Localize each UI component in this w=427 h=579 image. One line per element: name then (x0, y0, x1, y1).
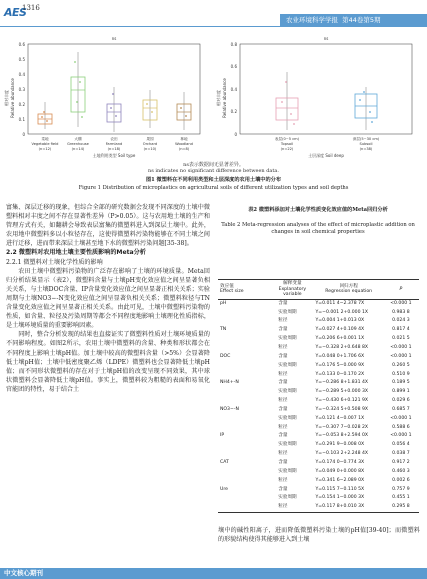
variable-cell: 含量 (278, 433, 288, 439)
p-value-cell: 0.029 6 (392, 398, 410, 404)
table-row (218, 432, 419, 441)
body-paragraph: 同时，整合分析发现的结果也直接证实了微塑料性质对土壤环境质量的不同影响程度。如图2所示，农用土壤中微塑料的含量、种类和形状都会在不同程度上影响土壤pH值。加土壤中较高的微塑料含量（>5%）会显著降低土壤pH值；土壤中低密度聚乙烯（LDPE）微塑料也会显著降低土壤pH值；而不同形状微塑料的存在对于土壤pH值的改变呈现不同效果，其中球状微塑料会显著降低土壤pH值。事实上，微塑料较为粗糙的表面和易氧化官能团的特性，易于结合土 (6, 331, 210, 393)
p-value-cell: 0.021 5 (392, 336, 410, 342)
effect-cell (218, 441, 270, 450)
p-value-cell: 0.038 7 (392, 451, 410, 457)
footer-label: 中文核心期刊 (4, 569, 43, 577)
effect-header-en: Effect size (220, 289, 244, 295)
table-row (218, 486, 419, 495)
equation-cell: Y=0.206 6+0.001 1X (315, 336, 365, 342)
effect-cell (218, 362, 270, 371)
variable-cell: 含量 (278, 486, 288, 492)
equation-cell: Y=0.341 6−2.089 0X (315, 477, 365, 483)
effect-cell: pH (220, 300, 227, 306)
table-row (218, 388, 419, 397)
variable-cell: 实验周期 (278, 495, 297, 501)
table-row (218, 309, 419, 318)
effect-cell (218, 424, 270, 433)
right-y-tick: 0.6 (230, 64, 237, 69)
cat-cn: 林地 (180, 137, 188, 141)
equation-cell: Y=−0.001 2+0.000 1X (315, 309, 369, 315)
table-row (218, 477, 419, 486)
journal-header-bar (280, 14, 427, 26)
cat-n: (n=38) (359, 147, 373, 151)
variable-cell: 含量 (278, 406, 288, 412)
journal-name: 农业环境科学学报 (286, 16, 338, 24)
table-row (218, 379, 419, 388)
equation-cell: Y=0.154 1−0.000 3X (315, 495, 365, 501)
effect-cell: DOC (220, 353, 231, 359)
equation-cell: Y=−0.289 5+0.000 3X (315, 389, 369, 395)
equation-cell: Y=0.027 4+0.109 4X (315, 327, 365, 333)
right-y-tick: 0.8 (230, 42, 237, 47)
cat-en: Orchard (142, 142, 158, 146)
p-value-cell: 0.056 4 (392, 442, 410, 448)
header-rule (0, 26, 427, 27)
right-y-label-en: Relative abundance (222, 78, 227, 118)
table-row (218, 459, 419, 468)
p-value-cell: 0.917 2 (392, 459, 410, 465)
left-y-ticks (19, 42, 26, 137)
effect-cell (218, 494, 270, 503)
svg-text:表层(0~5 cm) (275, 136, 300, 141)
equation-cell: Y=−0.053 8+2.594 0X (315, 433, 369, 439)
effect-cell (218, 317, 270, 326)
equation-cell: Y=0.049 0+0.000 8X (315, 468, 365, 474)
p-value-cell: <0.000 1 (390, 345, 412, 350)
variable-cell: 实验周期 (278, 389, 297, 395)
effect-cell (218, 415, 270, 424)
left-ns-label: ns (111, 36, 117, 41)
cat-en: (5~30 cm) (359, 137, 380, 141)
p-value-cell: 0.983 8 (392, 309, 410, 315)
p-value-cell: 0.757 9 (392, 486, 410, 492)
variable-cell: 含量 (278, 380, 288, 386)
equation-cell: Y=0.004 1+0.013 0X (315, 318, 365, 324)
p-value-cell: 0.588 6 (392, 424, 410, 430)
p-value-cell: 0.295 8 (383, 503, 419, 512)
box-woodland (177, 92, 191, 130)
variable-cell: 粒径 (278, 477, 288, 483)
cat-en: Greenhouse (67, 142, 89, 146)
p-value-cell: <0.000 1 (390, 353, 412, 359)
equation-cell: Y=−0.103 2+2.248 4X (315, 451, 369, 457)
equation-cell: Y=−0.430 6+0.121 9X (315, 398, 369, 404)
cat-cn: 大棚 (74, 137, 82, 141)
p-value-cell: 0.899 1 (392, 389, 410, 395)
table-row (218, 424, 419, 433)
variable-cell: 实验周期 (278, 336, 297, 342)
cat-cn: 农田 (110, 137, 118, 141)
journal-logo: AES (4, 6, 27, 19)
table-row (218, 450, 419, 459)
p-value-cell: <0.000 1 (390, 415, 412, 421)
cat-en: (0~5 cm) (282, 137, 300, 141)
p-value-cell: 0.455 1 (392, 495, 410, 501)
right-ns-label: ns (323, 36, 329, 41)
left-y-label-cn: 相对丰度 (4, 90, 9, 106)
cat-cn: 表层 (274, 137, 283, 141)
table-row (218, 371, 419, 380)
effect-cell (218, 309, 270, 318)
left-y-tick: 0.6 (18, 42, 25, 47)
equation-cell: Y=0.011 4−2.378 7X (315, 300, 365, 306)
body-paragraph: 富集、深层迁移的现象，但综合全部的研究数据会发现不同深度的土壤中微塑料相对丰度之间不存在显著性差异（P>0.05）。这与农用地土壤的生产和管理方式有关，如翻耕会导致表层富集的微塑料进入到深层土壤中。此外，农用地中微塑料多以小粒径存在，这使得微塑料污染物能够在不同土壤之间进行迁移，进而带来深层土壤甚至地下水的微塑料污染问题[35-38]。 (6, 204, 210, 248)
cat-cn: 深层 (352, 137, 360, 141)
p-header: P (383, 280, 419, 300)
svg-text:深层(5~30 cm) (353, 136, 380, 141)
left-x-title: 土地利用类型 Soil type (92, 153, 136, 158)
right-plot-frame (240, 44, 412, 134)
variable-cell: 粒径 (278, 424, 288, 430)
effect-cell: TN (220, 327, 227, 333)
right-y-tick: 0.4 (230, 87, 237, 92)
eq-header (314, 280, 382, 300)
effect-cell (218, 335, 270, 344)
var-header-cn: 解释变量 (283, 281, 302, 286)
page-number: 1316 (22, 4, 40, 12)
right-y-tick: 0 (234, 132, 237, 137)
table-row (218, 353, 419, 362)
table-row (218, 441, 419, 450)
variable-cell: 粒径 (278, 371, 288, 377)
section-heading: 2.2 微塑料对农用地土壤主要性质影响的Meta分析 (6, 249, 146, 257)
effect-cell: NH4+-N (220, 380, 239, 386)
box-topsoil (276, 72, 298, 130)
box-greenhouse (71, 52, 85, 127)
effect-cell (218, 371, 270, 380)
cat-n: (n=22) (280, 147, 294, 151)
p-value-cell: 0.002 6 (392, 477, 410, 483)
soil-type-boxplot-svg (0, 32, 205, 160)
variable-cell: 粒径 (278, 451, 288, 457)
cat-en2: Subsoil (359, 142, 373, 146)
cat-n: (n=12) (38, 147, 52, 151)
variable-cell: 实验周期 (278, 468, 297, 474)
variable-cell: 含量 (278, 327, 288, 333)
table-row (218, 326, 419, 335)
equation-cell: Y=0.291 9−0.008 0X (315, 442, 365, 448)
variable-cell: 含量 (278, 300, 288, 306)
table-row (218, 415, 419, 424)
table-row (218, 344, 419, 353)
var-header-en: Explanatory variable (278, 286, 307, 298)
variable-cell: 粒径 (270, 503, 314, 512)
effect-cell (218, 477, 270, 486)
p-value-cell: 0.685 7 (392, 406, 410, 412)
right-y-tick: 0.2 (230, 109, 237, 114)
variable-cell: 实验周期 (278, 309, 297, 315)
effect-cell: IP (220, 433, 225, 439)
variable-cell: 含量 (278, 459, 288, 465)
p-value-cell: 0.260 5 (392, 362, 410, 368)
left-y-tick: 0.4 (18, 72, 25, 77)
meta-regression-table (218, 279, 419, 513)
figure-caption-en: Figure 1 Distribution of microplastics on agricultural soils of different utilization types and soil depths (78, 185, 349, 191)
variable-cell: 粒径 (278, 345, 288, 350)
effect-cell (218, 344, 270, 353)
table-row (218, 362, 419, 371)
figure-caption-cn: 图1 微塑料在不同利用类型和土层深度的农用土壤中的分布 (145, 177, 282, 183)
effect-cell: CAT (220, 459, 229, 465)
table-row (218, 406, 419, 415)
table-row (218, 335, 419, 344)
cat-cn: 果园 (146, 137, 154, 141)
left-x-labels (32, 136, 193, 151)
effect-header-cn: 效应值 (220, 283, 234, 289)
effect-cell (218, 503, 270, 512)
effect-cell: Ure (220, 486, 228, 492)
right-y-label-cn: 相对丰度 (216, 90, 221, 106)
table-row (218, 503, 419, 512)
left-y-tick: 0.2 (18, 102, 25, 107)
variable-cell: 实验周期 (278, 442, 297, 448)
table-row (218, 397, 419, 406)
table-caption-en: Table 2 Meta-regression analyses of the effect of microplastic addition on changes in soil chemical properties (221, 222, 415, 235)
ns-note-cn: ns表示数据间无显著差异。 (183, 162, 244, 168)
box-vegetable (38, 102, 52, 129)
equation-cell: Y=0.121 4−0.007 1X (315, 415, 365, 421)
equation-cell: Y=0.133 0−0.170 2X (315, 371, 365, 377)
journal-volume: 第44卷第5期 (342, 16, 381, 24)
left-y-label-en: Relative abundance (10, 78, 15, 118)
equation-cell: Y=0.174 0−0.774 3X (315, 459, 365, 465)
equation-cell: Y=0.176 5−0.000 9X (315, 362, 365, 368)
equation-cell: Y=−0.324 5+0.508 9X (315, 406, 369, 412)
table-row (218, 317, 419, 326)
p-value-cell: 0.024 3 (392, 318, 410, 324)
body-paragraph: 壤中的碱性阳离子，进而降低微塑料污染土壤的pH值[39-40]；而微塑料的形貌结构使得其能够进入到土壤 (218, 527, 420, 544)
soil-depth-boxplot (212, 32, 422, 160)
equation-cell: Y=0.115 7−0.110 5X (315, 486, 365, 492)
equation-cell: Y=−0.286 8+1.831 4X (315, 380, 369, 386)
variable-cell: 实验周期 (278, 415, 297, 421)
box-subsoil (355, 87, 377, 130)
left-y-tick: 0.1 (18, 117, 25, 122)
footer-bar (0, 568, 427, 579)
p-value-cell: 0.460 3 (392, 468, 410, 474)
box-orchard (143, 90, 157, 128)
p-value-cell: 0.510 9 (392, 371, 410, 377)
variable-cell: 粒径 (278, 318, 288, 324)
p-value-cell: 0.189 5 (392, 380, 410, 386)
ns-note-en: ns indicates no significant difference between data. (147, 168, 279, 174)
equation-cell: Y=−0.307 7−0.028 2X (315, 424, 369, 430)
cat-en2: Topsoil (280, 142, 294, 146)
soil-type-boxplot (0, 32, 205, 160)
table-header-row (218, 280, 419, 300)
effect-cell: NO3−-N (220, 406, 239, 412)
effect-cell (218, 388, 270, 397)
p-value-cell: <0.000 1 (390, 433, 412, 439)
cat-cn: 菜地 (41, 137, 49, 141)
soil-depth-boxplot-svg (212, 32, 422, 160)
left-y-tick: 0 (22, 132, 25, 137)
right-text-column (218, 526, 420, 544)
effect-cell (218, 450, 270, 459)
equation-cell: Y=0.117 8+0.010 3X (314, 503, 382, 512)
box-farmland (107, 87, 121, 132)
cat-en: Vegetable field (31, 142, 59, 146)
variable-cell: 实验周期 (278, 362, 297, 368)
table-row (218, 299, 419, 308)
left-y-tick: 0.5 (18, 57, 25, 62)
equation-cell: Y=0.048 0+1.706 6X (315, 353, 365, 359)
cat-en: Woodland (175, 142, 193, 146)
eq-header-en: Regression equation (325, 289, 373, 295)
cat-n: (n=10) (143, 147, 157, 151)
table-row (218, 468, 419, 477)
table-row (218, 494, 419, 503)
variable-cell: 粒径 (278, 398, 288, 404)
cat-n: (n=8) (178, 147, 190, 151)
cat-en: Farmland (105, 142, 123, 146)
variable-cell: 含量 (278, 353, 288, 359)
effect-cell (218, 397, 270, 406)
left-text-column (6, 203, 210, 394)
p-value-cell: <0.000 1 (390, 300, 412, 306)
right-x-title: 土层深度 Soil deep (308, 153, 344, 158)
effect-cell (218, 468, 270, 477)
table-caption-cn: 表2 微塑料添加对土壤化学性质变化效应值的Meta回归分析 (248, 207, 388, 213)
effect-header (218, 280, 270, 300)
var-header (270, 280, 314, 300)
right-y-ticks (231, 42, 238, 137)
right-x-labels (275, 136, 380, 151)
equation-cell: Y=−0.328 2+0.648 8X (315, 345, 369, 350)
left-y-tick: 0.3 (18, 87, 25, 92)
p-value-cell: 0.817 4 (392, 327, 410, 333)
eq-header-cn: 回归方程 (339, 283, 358, 289)
cat-n: (n=18) (107, 147, 121, 151)
body-paragraph: 农田土壤中微塑料污染物的广泛存在影响了土壤的环境质量。Meta回归分析结果显示（表2），微塑料含量与土壤pH变化效应值之间呈显著负相关关系，与土壤DOC含量、IP含量变化效应值之间呈显著正相关关系；实验周期与土壤NO3−-N变化效应值之间呈显著负相关关系；微塑料粒径与TN含量变化效应值之间呈显著正相关关系。由此可见，土壤中微塑料污染物的性质，如含量、粒径及污染周期等都会不同程度地影响土壤理化性质指标，是土壤环境质量的重要影响因素。 (6, 267, 210, 330)
cat-n: (n=14) (71, 147, 85, 151)
subsection-heading: 2.2.1 微塑料对土壤化学性质的影响 (6, 258, 103, 266)
